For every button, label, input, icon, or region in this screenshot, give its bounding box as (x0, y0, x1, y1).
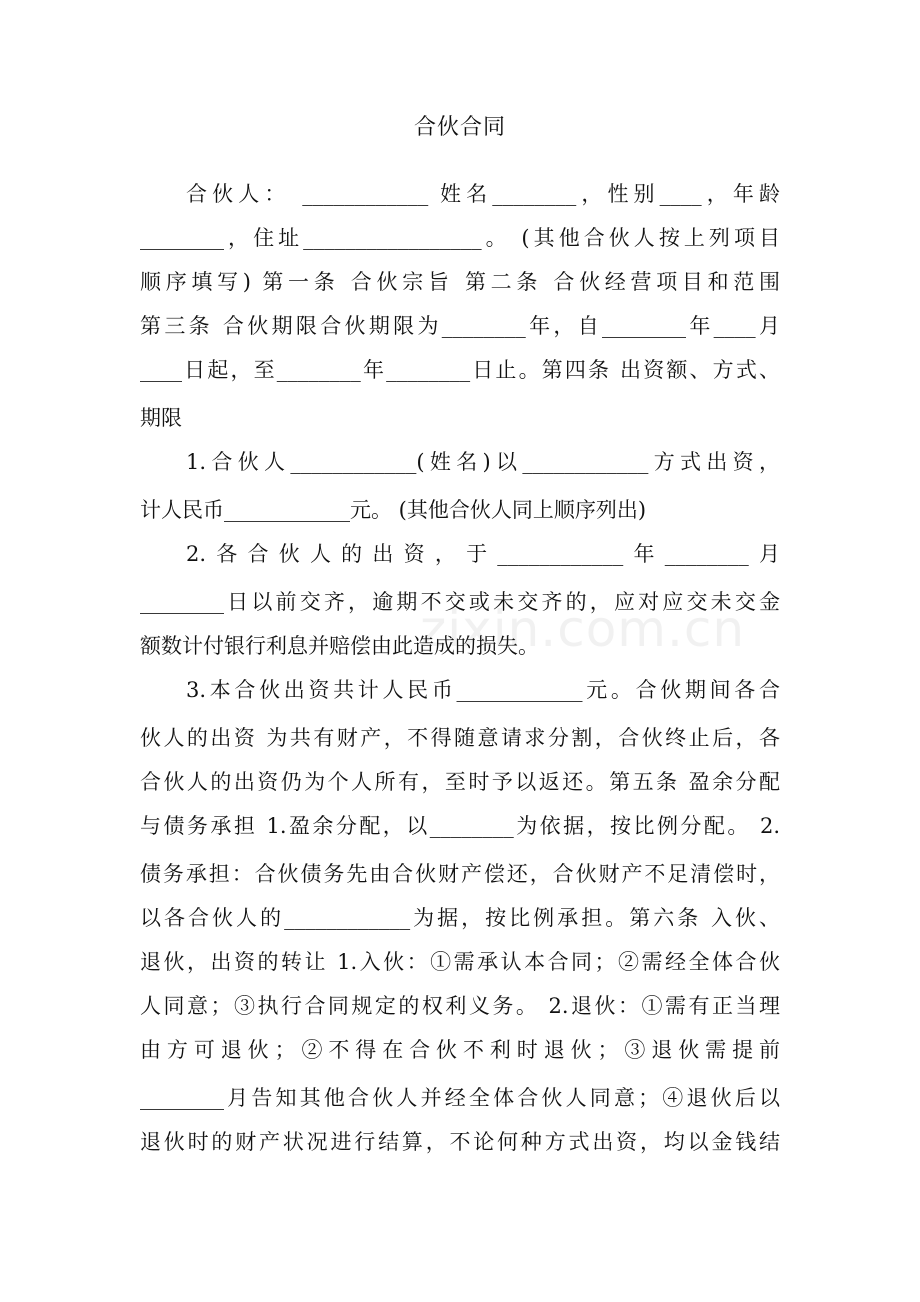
document-title: 合伙合同 (413, 115, 506, 140)
text-line: 以各合伙人的____________为据，按比例承担。第六条 入伙、 (140, 906, 780, 930)
text-line: 退伙时的财产状况进行结算，不论何种方式出资，均以金钱结 (140, 1130, 780, 1154)
text-line: 合伙人： ____________ 姓名________，性别____，年龄 (186, 182, 780, 206)
text-line: 伙人的出资 为共有财产，不得随意请求分割，合伙终止后，各 (140, 726, 780, 750)
text-line: 计人民币____________元。 (其他合伙人同上顺序列出) (140, 498, 647, 522)
text-line: 1.合伙人____________(姓名)以____________方式出资， (186, 450, 780, 474)
text-line: 期限 (140, 406, 182, 430)
text-line: 债务承担：合伙债务先由合伙财产偿还，合伙财产不足清偿时， (140, 862, 780, 886)
text-line: 3.本合伙出资共计人民币____________元。合伙期间各合 (186, 678, 780, 702)
watermark: zixin.com.cn (420, 600, 746, 658)
text-line: 合伙人的出资仍为个人所有，至时予以返还。第五条 盈余分配 (140, 770, 780, 794)
text-line: 退伙，出资的转让 1.入伙：①需承认本合同；②需经全体合伙 (140, 950, 780, 974)
text-line: ________，住址_________________。 (其他合伙人按上列项目 (140, 226, 780, 250)
text-line: 额数计付银行利息并赔偿由此造成的损失。 (140, 634, 539, 658)
text-line: 与债务承担 1.盈余分配，以________为依据，按比例分配。 2. (140, 814, 780, 838)
text-line: 第三条 合伙期限合伙期限为________年，自________年____月 (140, 314, 780, 338)
text-line: ________日以前交齐，逾期不交或未交齐的，应对应交未交金 (140, 590, 780, 614)
text-line: 2.各合伙人的出资，于____________年________月 (186, 542, 780, 566)
text-line: ____日起，至________年________日止。第四条 出资额、方式、 (140, 358, 780, 382)
text-line: 顺序填写) 第一条 合伙宗旨 第二条 合伙经营项目和范围 (140, 270, 780, 294)
text-line: 人同意；③执行合同规定的权利义务。 2.退伙：①需有正当理 (140, 994, 780, 1018)
text-line: 由方可退伙；②不得在合伙不利时退伙；③退伙需提前 (140, 1038, 780, 1062)
text-line: ________月告知其他合伙人并经全体合伙人同意；④退伙后以 (140, 1086, 780, 1110)
